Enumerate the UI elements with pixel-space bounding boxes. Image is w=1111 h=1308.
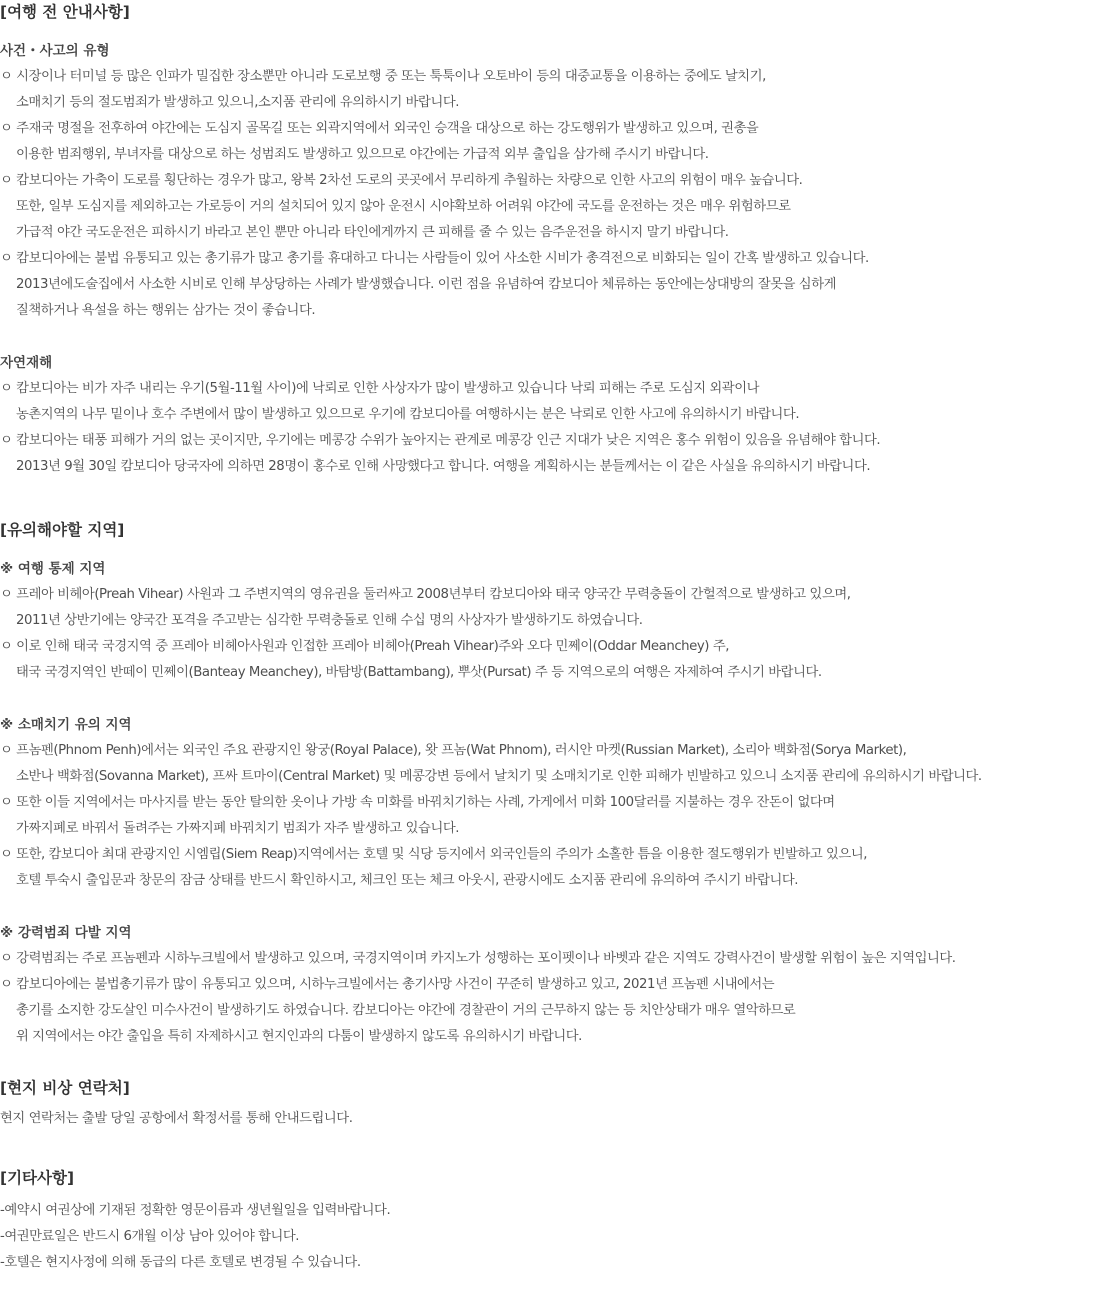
bullet-line: ㅇ 또한 이들 지역에서는 마사지를 받는 동안 탈의한 옷이나 가방 속 미화를 바꿔치기하는 사례, 가게에서 미화 100달러를 지불하는 경우 잔돈이 없다며 (0, 795, 835, 810)
continuation-line: 총기를 소지한 강도살인 미수사건이 발생하기도 하였습니다. 캄보디아는 야간에 경찰관이 거의 근무하지 않는 등 치안상태가 매우 열악하므로 (16, 1003, 796, 1018)
section-heading-before-travel: [여행 전 안내사항] (0, 3, 130, 21)
continuation-line: 2013년에도술집에서 사소한 시비로 인해 부상당하는 사례가 발생했습니다. 이런 점을 유념하여 캄보디아 체류하는 동안에는상대방의 잘못을 심하게 (16, 277, 836, 292)
list-item (0, 376, 1111, 428)
section-caution-areas (0, 518, 1111, 1050)
subheading-violent-crime-areas: ※ 강력범죄 다발 지역 (0, 925, 132, 941)
incident-list (0, 64, 1111, 324)
list-item (0, 790, 1111, 842)
list-item (0, 246, 1111, 324)
continuation-line: 호텔 투숙시 출입문과 창문의 잠금 상태를 반드시 확인하시고, 체크인 또는 체크 아웃시, 관광시에도 소지품 관리에 유의하여 주시기 바랍니다. (16, 873, 799, 888)
continuation-line: 소매치기 등의 절도범죄가 발생하고 있으니,소지품 관리에 유의하시기 바랍니다. (16, 95, 460, 110)
bullet-line: ㅇ 시장이나 터미널 등 많은 인파가 밀집한 장소뿐만 아니라 도로보행 중 또는 툭툭이나 오토바이 등의 대중교통을 이용하는 중에도 날치기, (0, 69, 766, 84)
subheading-restricted-areas: ※ 여행 통제 지역 (0, 561, 106, 577)
continuation-line: 가짜지폐로 바꿔서 돌려주는 가짜지폐 바꿔치기 범죄가 자주 발생하고 있습니다. (16, 821, 460, 836)
list-item (0, 634, 1111, 686)
list-item (0, 428, 1111, 480)
bullet-line: ㅇ 캄보디아는 태풍 피해가 거의 없는 곳이지만, 우기에는 메콩강 수위가 높아지는 관계로 메콩강 인근 지대가 낮은 지역은 홍수 위험이 있음을 유념해야 합니다. (0, 433, 881, 448)
list-item (0, 946, 1111, 972)
restricted-list (0, 582, 1111, 686)
etc-line: -예약시 여권상에 기재된 정확한 영문이름과 생년월일을 입력바랍니다. (0, 1203, 391, 1218)
section-heading-caution-areas: [유의해야할 지역] (0, 521, 125, 539)
bullet-line: ㅇ 또한, 캄보디아 최대 관광지인 시엠립(Siem Reap)지역에서는 호텔 및 식당 등지에서 외국인들의 주의가 소홀한 틈을 이용한 절도행위가 빈발하고 있으니, (0, 847, 867, 862)
section-etc (0, 1166, 1111, 1276)
continuation-line: 가급적 야간 국도운전은 피하시기 바라고 본인 뿐만 아니라 타인에게까지 큰 피해를 줄 수 있는 음주운전을 하시지 말기 바랍니다. (16, 225, 729, 240)
continuation-line: 또한, 일부 도심지를 제외하고는 가로등이 거의 설치되어 있지 않아 운전시 시야확보하 어려워 야간에 국도를 운전하는 것은 매우 위험하므로 (16, 199, 791, 214)
continuation-line: 2011년 상반기에는 양국간 포격을 주고받는 심각한 무력충돌로 인해 수십 명의 사상자가 발생하기도 하였습니다. (16, 613, 643, 628)
list-item (0, 168, 1111, 246)
continuation-line: 질책하거나 욕설을 하는 행위는 삼가는 것이 좋습니다. (16, 303, 316, 318)
etc-line: -여권만료일은 반드시 6개월 이상 남아 있어야 합니다. (0, 1229, 300, 1244)
bullet-line: ㅇ 이로 인해 태국 국경지역 중 프레아 비헤아사원과 인접한 프레아 비헤아(Preah Vihear)주와 오다 민쩨이(Oddar Meanchey) 주, (0, 639, 729, 654)
continuation-line: 태국 국경지역인 반떼이 민쩨이(Banteay Meanchey), 바탐방(Battambang), 뿌삿(Pursat) 주 등 지역으로의 여행은 자제하여 주시기 바랍니다. (16, 665, 822, 680)
bullet-line: ㅇ 프놈펜(Phnom Penh)에서는 외국인 주요 관광지인 왕궁(Royal Palace), 왓 프놈(Wat Phnom), 러시안 마켓(Russian Market), 소리아 백화점(Sorya Market), (0, 743, 907, 758)
violent-crime-list (0, 946, 1111, 1050)
list-item (0, 116, 1111, 168)
etc-line: -호텔은 현지사정에 의해 동급의 다른 호텔로 변경될 수 있습니다. (0, 1255, 361, 1270)
section-before-travel (0, 0, 1111, 480)
list-item (0, 738, 1111, 790)
list-item (0, 842, 1111, 894)
bullet-line: ㅇ 캄보디아는 비가 자주 내리는 우기(5월-11월 사이)에 낙뢰로 인한 사상자가 많이 발생하고 있습니다 낙뢰 피해는 주로 도심지 외곽이나 (0, 381, 759, 396)
bullet-line: ㅇ 캄보디아는 가축이 도로를 횡단하는 경우가 많고, 왕복 2차선 도로의 곳곳에서 무리하게 추월하는 차량으로 인한 사고의 위험이 매우 높습니다. (0, 173, 803, 188)
list-item (0, 64, 1111, 116)
pickpocket-list (0, 738, 1111, 894)
bullet-line: ㅇ 캄보디아에는 불법총기류가 많이 유통되고 있으며, 시하누크빌에서는 총기사망 사건이 꾸준히 발생하고 있고, 2021년 프놈펜 시내에서는 (0, 977, 775, 992)
list-item (0, 582, 1111, 634)
emergency-contact-text: 현지 연락처는 출발 당일 공항에서 확정서를 통해 안내드립니다. (0, 1111, 353, 1126)
bullet-line: ㅇ 캄보디아에는 불법 유통되고 있는 총기류가 많고 총기를 휴대하고 다니는 사람들이 있어 사소한 시비가 총격전으로 비화되는 일이 간혹 발생하고 있습니다. (0, 251, 869, 266)
disaster-list (0, 376, 1111, 480)
bullet-line: ㅇ 프레아 비헤아(Preah Vihear) 사원과 그 주변지역의 영유권을 둘러싸고 2008년부터 캄보디아와 태국 양국간 무력충돌이 간헐적으로 발생하고 있으며, (0, 587, 851, 602)
list-item (0, 972, 1111, 1050)
subheading-natural-disasters: 자연재해 (0, 355, 53, 371)
continuation-line: 위 지역에서는 야간 출입을 특히 자제하시고 현지인과의 다툼이 발생하지 않도록 유의하시기 바랍니다. (16, 1029, 582, 1044)
subheading-pickpocket-areas: ※ 소매치기 유의 지역 (0, 717, 132, 733)
continuation-line: 소반나 백화점(Sovanna Market), 프싸 트마이(Central Market) 및 메콩강변 등에서 날치기 및 소매치기로 인한 피해가 빈발하고 있으니 소지품 관리에 유의하시기 바랍니다. (16, 769, 982, 784)
bullet-line: ㅇ 주재국 명절을 전후하여 야간에는 도심지 골목길 또는 외곽지역에서 외국인 승객을 대상으로 하는 강도행위가 발생하고 있으며, 권총을 (0, 121, 759, 136)
bullet-line: ㅇ 강력범죄는 주로 프놈펜과 시하누크빌에서 발생하고 있으며, 국경지역이며 카지노가 성행하는 포이펫이나 바벳과 같은 지역도 강력사건이 발생할 위험이 높은 지역입니다. (0, 951, 956, 966)
section-emergency-contact (0, 1076, 1111, 1132)
subheading-incident-types: 사건・사고의 유형 (0, 43, 110, 59)
section-heading-etc: [기타사항] (0, 1169, 75, 1187)
continuation-line: 2013년 9월 30일 캄보디아 당국자에 의하면 28명이 홍수로 인해 사망했다고 합니다. 여행을 계획하시는 분들께서는 이 같은 사실을 유의하시기 바랍니다. (16, 459, 871, 474)
continuation-line: 이용한 범죄행위, 부녀자를 대상으로 하는 성범죄도 발생하고 있으므로 야간에는 가급적 외부 출입을 삼가해 주시기 바랍니다. (16, 147, 709, 162)
section-heading-emergency-contact: [현지 비상 연락처] (0, 1079, 130, 1097)
continuation-line: 농촌지역의 나무 밑이나 호수 주변에서 많이 발생하고 있으므로 우기에 캄보디아를 여행하시는 분은 낙뢰로 인한 사고에 유의하시기 바랍니다. (16, 407, 800, 422)
